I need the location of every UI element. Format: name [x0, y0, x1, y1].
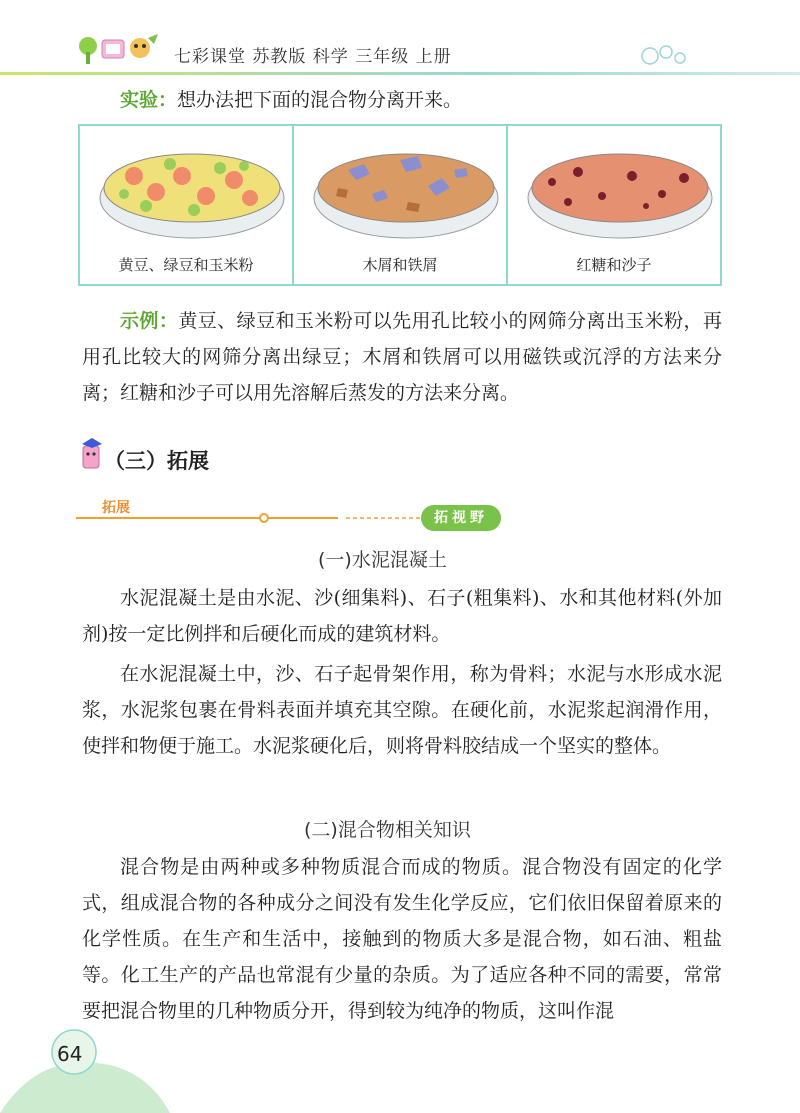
article1-paragraph-2: 在水泥混凝土中，沙、石子起骨架作用，称为骨料；水泥与水形成水泥浆，水泥浆包裹在骨料表面并填充其空隙。在硬化前，水泥浆起润滑作用，使拌和物便于施工。水泥浆硬化后，则将骨料胶结成一个坚实的整体。 — [82, 663, 722, 757]
mixture-cell-beans — [80, 126, 294, 284]
experiment-line — [82, 82, 722, 118]
mixture-caption: 红糖和沙子 — [576, 256, 652, 274]
example-label: 示例： — [120, 310, 179, 332]
mixture-cell-wood-iron — [294, 126, 508, 284]
header-title: 七彩课堂 苏教版 科学 三年级 上册 — [174, 47, 452, 67]
header-divider — [0, 72, 800, 75]
dish-sugar-sand-icon — [522, 136, 718, 248]
header-logo-icon — [74, 30, 166, 70]
dish-beans-icon — [94, 136, 290, 248]
example-text: 黄豆、绿豆和玉米粉可以先用孔比较小的网筛分离出玉米粉，再用孔比较大的网筛分离出绿豆；木屑和铁屑可以用磁铁或沉浮的方法来分离；红糖和沙子可以用先溶解后蒸发的方法来分离。 — [82, 310, 722, 404]
extension-badge: 拓视野 — [421, 505, 501, 531]
experiment-text: 想办法把下面的混合物分离开来。 — [177, 89, 463, 111]
page-number: 64 — [57, 1042, 83, 1066]
extension-label: 拓展 — [102, 500, 130, 516]
dish-wood-iron-icon — [308, 136, 504, 248]
example-paragraph — [82, 303, 722, 411]
footer-leaf-decoration — [0, 1020, 170, 1113]
extension-line — [76, 512, 426, 526]
mixture-caption: 黄豆、绿豆和玉米粉 — [118, 256, 254, 274]
section-title: （三）拓展 — [104, 449, 209, 473]
mixture-cell-sugar-sand — [508, 126, 720, 284]
header-bubbles-icon — [630, 40, 710, 70]
article1-title: (一)水泥混凝土 — [318, 549, 447, 571]
article1-paragraph-1: 水泥混凝土是由水泥、沙(细集料)、石子(粗集料)、水和其他材料(外加剂)按一定比例拌和后硬化而成的建筑材料。 — [82, 587, 722, 645]
section-mascot-icon — [80, 436, 104, 470]
mixture-caption: 木屑和铁屑 — [362, 256, 438, 274]
article2-title: (二)混合物相关知识 — [304, 819, 471, 841]
article2-paragraph-1: 混合物是由两种或多种物质混合而成的物质。混合物没有固定的化学式，组成混合物的各种成分之间没有发生化学反应，它们依旧保留着原来的化学性质。在生产和生活中，接触到的物质大多是混合物，如石油、粗盐等。化工生产的产品也常混有少量的杂质。为了适应各种不同的需要，常常要把混合物里的几种物质分开，得到较为纯净的物质，这叫作混 — [82, 856, 722, 1022]
mixture-table — [78, 124, 722, 286]
experiment-label: 实验： — [120, 89, 178, 111]
